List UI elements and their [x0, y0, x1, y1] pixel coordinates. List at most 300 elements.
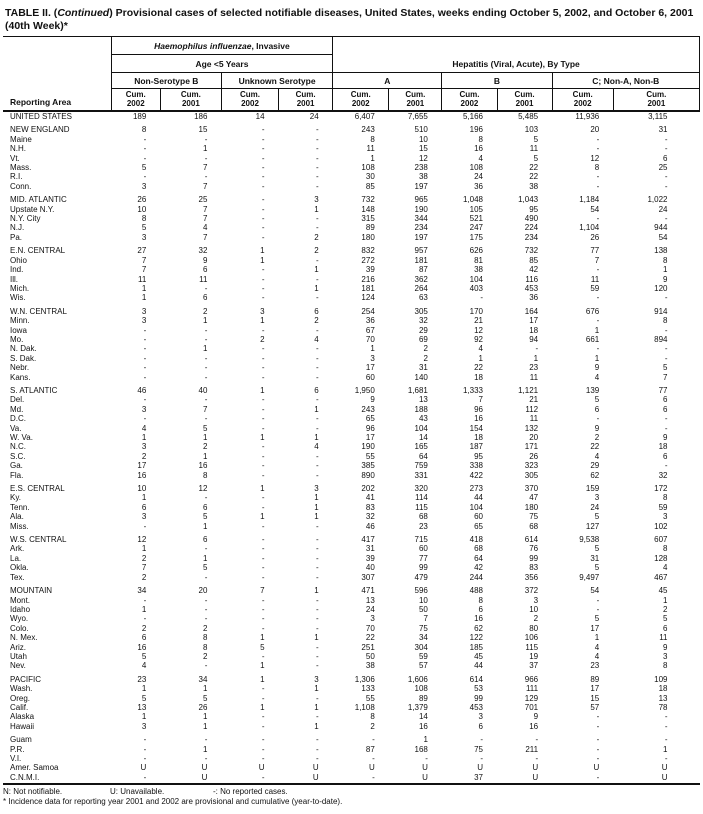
value-cell: - [204, 595, 208, 605]
value-cell: 139 [585, 385, 600, 395]
year-label: 2001 [647, 99, 666, 108]
reporting-area-cell: Minn. [10, 316, 30, 326]
value-cell: U [613, 773, 699, 784]
value-cell: 8 [370, 712, 375, 722]
value-cell: 13 [418, 395, 428, 405]
value-cell: 5 [533, 134, 539, 144]
value-cell: - [664, 461, 668, 471]
value-cell: 12 [198, 484, 208, 494]
value-cell: 9,497 [579, 572, 600, 582]
value-cell: 4 [478, 344, 483, 354]
reporting-area-cell: N.Y. City [10, 214, 41, 224]
value-cell: 75 [418, 623, 428, 633]
value-cell: 264 [414, 283, 428, 293]
value-cell: - [664, 293, 668, 303]
value-cell: 2 [141, 623, 147, 633]
value-cell: 2 [314, 316, 319, 326]
value-cell: 42 [474, 563, 483, 573]
value-cell: U [477, 763, 483, 773]
value-cell: - [261, 223, 265, 233]
value-cell: 95 [474, 451, 483, 461]
value-cell: 1 [663, 265, 668, 275]
value-cell: 89 [365, 223, 375, 233]
value-cell: 3 [141, 181, 147, 191]
value-cell: - [596, 414, 600, 424]
value-cell: 172 [654, 484, 668, 494]
value-cell: 4 [594, 651, 600, 661]
value-cell: - [664, 181, 668, 191]
value-cell: 170 [469, 306, 483, 316]
value-cell: 40 [365, 563, 375, 573]
value-cell: 20 [198, 586, 208, 596]
value-cell: 323 [524, 461, 539, 471]
value-cell: 92 [474, 334, 483, 344]
value-cell: 6 [478, 721, 483, 731]
value-cell: 1 [202, 712, 208, 722]
value-cell: 1,606 [407, 674, 428, 684]
value-cell: 6 [663, 153, 668, 163]
value-cell: 2 [533, 614, 539, 624]
value-cell: 109 [654, 674, 668, 684]
value-cell: - [204, 572, 208, 582]
value-cell: U [369, 763, 375, 773]
reporting-area-cell: Fla. [10, 470, 24, 480]
cum-2001-header [613, 89, 699, 112]
table-row [3, 461, 700, 470]
table-row [3, 335, 700, 344]
value-cell: 36 [529, 293, 539, 303]
value-cell: 7 [202, 214, 208, 224]
value-cell: 30 [365, 172, 375, 182]
value-cell: 1,108 [354, 702, 375, 712]
value-cell: 6 [141, 502, 147, 512]
title-line-1 [5, 7, 695, 20]
table-row [3, 661, 700, 670]
value-cell: - [143, 172, 147, 182]
value-cell: 5,485 [518, 112, 539, 121]
cum-label: Cum. [405, 90, 426, 99]
table-row [3, 344, 700, 353]
value-cell: 114 [415, 493, 428, 503]
haemophilus-italic-label: Haemophilus influenzae [154, 40, 252, 51]
value-cell: 18 [658, 442, 668, 452]
value-cell: 759 [414, 461, 428, 471]
value-cell: U [532, 763, 539, 773]
value-cell: 238 [414, 163, 428, 173]
value-cell: 11 [138, 274, 147, 284]
value-cell: - [261, 153, 265, 163]
value-cell: 46 [137, 385, 147, 395]
value-cell: 64 [418, 451, 428, 461]
value-cell: 122 [469, 633, 483, 643]
value-cell: 34 [137, 586, 147, 596]
value-cell: 104 [469, 502, 483, 512]
value-cell: 5 [141, 223, 147, 233]
reporting-area-cell: W.S. CENTRAL [10, 535, 67, 545]
value-cell: 22 [529, 172, 539, 182]
value-cell: 338 [469, 461, 483, 471]
value-cell: 418 [469, 535, 483, 545]
value-cell: 8 [202, 633, 208, 643]
value-cell: 24 [590, 502, 600, 512]
value-cell: 115 [525, 642, 539, 652]
value-cell: 16 [474, 414, 483, 424]
value-cell: - [143, 372, 147, 382]
table-row [3, 424, 700, 433]
value-cell: 45 [474, 651, 483, 661]
value-cell: 1 [663, 595, 668, 605]
value-cell: 124 [361, 293, 375, 303]
reporting-area-cell: Ill. [10, 274, 18, 284]
value-cell: - [204, 493, 208, 503]
table-row [3, 284, 700, 293]
value-cell: 57 [418, 661, 428, 671]
table-row [3, 354, 700, 363]
value-cell: 234 [524, 232, 539, 242]
value-cell: 1 [314, 433, 319, 442]
value-cell: - [261, 214, 265, 224]
value-cell: 10 [137, 484, 147, 494]
value-cell: 7 [663, 372, 668, 382]
reporting-area-cell: Okla. [10, 563, 29, 573]
value-cell: 890 [361, 470, 375, 480]
value-cell: 944 [654, 223, 668, 233]
value-cell: - [664, 325, 668, 335]
year-label: 2001 [515, 99, 534, 108]
value-cell: - [261, 134, 265, 144]
age-under-5-subheader: Age <5 Years [111, 55, 332, 73]
cum-2002-header [333, 89, 389, 112]
value-cell: - [596, 595, 600, 605]
value-cell: 34 [198, 674, 208, 684]
cum-label: Cum. [180, 90, 201, 99]
value-cell: - [535, 344, 539, 354]
value-cell: 607 [654, 535, 668, 545]
value-cell: 6 [202, 502, 208, 512]
value-cell: - [204, 283, 208, 293]
value-cell: 189 [132, 112, 147, 121]
value-cell: 1,950 [354, 385, 375, 395]
reporting-area-cell: E.N. CENTRAL [10, 246, 66, 256]
value-cell: - [480, 735, 483, 745]
cum-2001-header [497, 89, 552, 112]
value-cell: 55 [365, 693, 375, 703]
value-cell: - [664, 214, 668, 224]
value-cell: 7 [594, 255, 600, 265]
value-cell: 47 [529, 493, 539, 503]
value-cell: 22 [529, 163, 539, 173]
value-cell: - [261, 265, 265, 275]
reporting-area-cell: Ala. [10, 512, 24, 522]
value-cell: 133 [361, 684, 375, 694]
value-cell: - [261, 204, 265, 214]
table-row [3, 382, 700, 395]
value-cell: 26 [198, 702, 208, 712]
value-cell: 24 [365, 604, 375, 614]
value-cell: 60 [365, 372, 375, 382]
value-cell: 16 [137, 642, 147, 652]
value-cell: - [143, 735, 147, 745]
value-cell: - [316, 651, 319, 661]
value-cell: - [316, 735, 319, 745]
value-cell: - [261, 404, 265, 414]
value-cell: - [596, 344, 600, 354]
value-cell: 180 [361, 232, 375, 242]
year-label: 2001 [406, 99, 425, 108]
value-cell: - [596, 144, 600, 154]
value-cell: 96 [474, 404, 483, 414]
value-cell: 4 [202, 223, 208, 233]
value-cell: 3 [370, 614, 375, 624]
value-cell: U [201, 763, 208, 773]
value-cell: 13 [137, 702, 147, 712]
value-cell: 50 [418, 604, 428, 614]
value-cell: 1 [202, 344, 208, 354]
value-cell: 243 [361, 404, 375, 414]
value-cell: 3 [141, 404, 147, 414]
value-cell: 6 [663, 623, 668, 633]
value-cell: 5 [594, 512, 600, 522]
cum-label: Cum. [646, 90, 667, 99]
value-cell: 9 [663, 274, 668, 284]
value-cell: 8 [141, 214, 147, 224]
reporting-area-cell: MID. ATLANTIC [10, 195, 67, 205]
value-cell: U [389, 773, 442, 784]
value-cell: 53 [474, 684, 483, 694]
reporting-area-cell: Calif. [10, 702, 29, 712]
value-cell: 362 [414, 274, 428, 284]
value-cell: - [316, 470, 319, 480]
value-cell: 80 [529, 623, 539, 633]
table-row [3, 712, 700, 721]
value-cell: 224 [524, 223, 539, 233]
value-cell: 36 [474, 181, 483, 191]
reporting-area-cell: R.I. [10, 172, 23, 182]
value-cell: 8 [663, 544, 668, 554]
cum-label: Cum. [239, 90, 260, 99]
value-cell: 732 [524, 246, 539, 256]
value-cell: 16 [529, 721, 539, 731]
value-cell: 1 [260, 385, 265, 395]
value-cell: 5 [202, 512, 208, 522]
value-cell: 307 [361, 572, 375, 582]
value-cell: 44 [474, 661, 483, 671]
value-cell: - [261, 535, 265, 545]
value-cell: 370 [524, 484, 539, 494]
value-cell: - [143, 353, 147, 363]
value-cell: 676 [585, 306, 600, 316]
reporting-area-cell: Mass. [10, 163, 32, 173]
value-cell: - [261, 442, 265, 452]
value-cell: - [143, 134, 147, 144]
value-cell: - [316, 144, 319, 154]
table-row [3, 233, 700, 242]
value-cell: 75 [474, 744, 483, 754]
value-cell: 19 [529, 651, 539, 661]
value-cell: 108 [414, 684, 428, 694]
value-cell: 7,655 [407, 112, 428, 121]
value-cell: 244 [469, 572, 483, 582]
table-row [3, 265, 700, 274]
value-cell: - [316, 563, 319, 573]
value-cell: - [204, 372, 208, 382]
value-cell: 4 [141, 661, 147, 671]
value-cell: 154 [469, 423, 483, 433]
table-row [3, 214, 700, 223]
value-cell: 10 [137, 204, 147, 214]
value-cell: 3 [370, 353, 375, 363]
value-cell: 159 [585, 484, 600, 494]
value-cell: 1 [141, 293, 147, 303]
value-cell: 2 [141, 572, 147, 582]
value-cell: 16 [474, 614, 483, 624]
value-cell: 479 [414, 572, 428, 582]
value-cell: 32 [365, 512, 375, 522]
value-cell: 488 [469, 586, 483, 596]
value-cell: 9 [594, 423, 600, 433]
reporting-area-cell: Va. [10, 423, 22, 433]
value-cell: U [497, 773, 552, 784]
value-cell: 26 [590, 232, 600, 242]
value-cell: 197 [414, 232, 428, 242]
value-cell: - [204, 414, 208, 424]
value-cell: 7 [141, 265, 147, 275]
value-cell: 3 [260, 306, 265, 316]
value-cell: 965 [414, 195, 428, 205]
value-cell: 6 [663, 451, 668, 461]
value-cell: - [261, 651, 265, 661]
title-line-2: (40th Week)* [5, 19, 68, 32]
value-cell: 16 [474, 144, 483, 154]
value-cell: - [316, 223, 319, 233]
value-cell: 24 [309, 112, 319, 121]
table-row [3, 373, 700, 382]
table-row [3, 256, 700, 265]
value-cell: 4 [594, 451, 600, 461]
value-cell: 11 [529, 144, 539, 154]
value-cell: - [143, 595, 147, 605]
value-cell: 1,379 [407, 702, 428, 712]
value-cell: 24 [474, 172, 483, 182]
value-cell: 83 [365, 502, 375, 512]
value-cell: 3 [663, 651, 668, 661]
value-cell: - [316, 372, 319, 382]
reporting-area-cell: UNITED STATES [10, 112, 72, 121]
value-cell: - [316, 172, 319, 182]
value-cell: 32 [658, 470, 668, 480]
table-row [3, 452, 700, 461]
value-cell: - [261, 372, 265, 382]
value-cell: 7 [202, 163, 208, 173]
value-cell: 614 [469, 674, 483, 684]
value-cell: 8 [594, 163, 600, 173]
value-cell: 1 [594, 633, 600, 643]
value-cell: - [204, 172, 208, 182]
table-row [3, 754, 700, 763]
value-cell: 2 [594, 433, 600, 442]
value-cell: 1,306 [354, 674, 375, 684]
value-cell: 1 [370, 344, 375, 354]
value-cell: 65 [365, 414, 375, 424]
value-cell: 5 [141, 693, 147, 703]
value-cell: 108 [361, 163, 375, 173]
value-cell: 85 [365, 181, 375, 191]
value-cell: 8 [478, 134, 483, 144]
value-cell: 116 [525, 274, 539, 284]
value-cell: 9,538 [579, 535, 600, 545]
value-cell: U [422, 763, 428, 773]
value-cell: 5 [260, 642, 265, 652]
value-cell: 202 [361, 484, 375, 494]
value-cell: 89 [590, 674, 600, 684]
value-cell: 2 [423, 353, 428, 363]
value-cell: 1 [663, 744, 668, 754]
table-row [3, 554, 700, 563]
value-cell: 104 [469, 274, 483, 284]
value-cell: 6 [141, 633, 147, 643]
value-cell: 15 [590, 693, 600, 703]
value-cell: 5 [594, 544, 600, 554]
value-cell: - [425, 754, 428, 763]
value-cell: - [316, 693, 319, 703]
value-cell: 1 [314, 684, 319, 694]
value-cell: 62 [474, 623, 483, 633]
table-row [3, 303, 700, 316]
value-cell: - [664, 134, 668, 144]
value-cell: 64 [474, 553, 483, 563]
reporting-area-cell: Nebr. [10, 363, 30, 373]
value-cell: - [316, 754, 319, 763]
value-cell: 115 [415, 502, 428, 512]
value-cell: 3 [141, 306, 147, 316]
table-row [3, 144, 700, 153]
value-cell: - [664, 735, 668, 745]
value-cell: - [261, 544, 265, 554]
subgroup-hepatitis-c: C; Non-A, Non-B [552, 73, 699, 89]
value-cell: 1 [260, 512, 265, 522]
year-label: 2002 [241, 99, 259, 108]
value-cell: - [261, 521, 265, 531]
value-cell: 34 [418, 633, 428, 643]
haemophilus-rest-label: , Invasive [251, 40, 290, 51]
value-cell: 1 [202, 451, 208, 461]
value-cell: - [261, 125, 265, 135]
reporting-area-cell: PACIFIC [10, 674, 41, 684]
value-cell: 13 [365, 595, 375, 605]
value-cell: 59 [418, 651, 428, 661]
value-cell: - [596, 744, 600, 754]
reporting-area-cell: S. Dak. [10, 353, 37, 363]
value-cell: 2 [423, 344, 428, 354]
value-cell: - [261, 274, 265, 284]
value-cell: - [204, 754, 208, 763]
value-cell: 8 [663, 255, 668, 265]
value-cell: 16 [137, 470, 147, 480]
value-cell: 9 [370, 395, 375, 405]
value-cell: 16 [418, 721, 428, 731]
value-cell: - [664, 414, 668, 424]
value-cell: 6 [478, 604, 483, 614]
table-row [3, 731, 700, 744]
value-cell: 5 [141, 163, 147, 173]
value-cell: - [316, 521, 319, 531]
value-cell: 17 [590, 623, 600, 633]
value-cell: 37 [442, 773, 497, 784]
reporting-area-cell: Tex. [10, 572, 25, 582]
value-cell: 8 [663, 316, 668, 326]
value-cell: 12 [590, 153, 600, 163]
value-cell: 23 [590, 661, 600, 671]
